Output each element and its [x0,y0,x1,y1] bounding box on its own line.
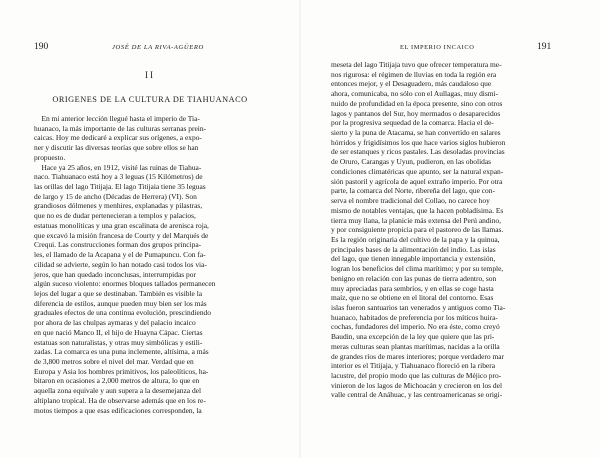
text-line: ahora, comunicaba, no sólo con el Aullagas, muy dismi- [331,89,499,99]
text-line: de ser estanques y ricos pastales. Las desoladas provincias [331,147,505,157]
text-line: ner y discutir las diversas teorías que sobre ellos se han [34,143,199,153]
text-line: mismo de notables ventajas, que la hacen pobladísima. Es [331,205,504,215]
running-head: JOSÉ DE LA RIVA-AGÜERO [112,44,204,51]
text-line: por la progresiva sequedad de la comarca. Hacia el de- [331,118,494,128]
text-line: sión pastoril y agrícola de aquel extraño imperio. Por otra [331,176,503,186]
text-line: y por consiguiente propicia para el pastoreo de las llamas. [331,225,504,235]
text-line: entonces mejor, y el Desaguadero, más caudaloso que [331,79,492,89]
text-line: meseta del lago Titijaja tuvo que ofrecer temperatura me- [331,60,502,69]
chapter-title: ORIGENES DE LA CULTURA DE TIAHUANACO [52,95,248,104]
text-line: graduales efectos de una continua evolución, prescindiendo [34,308,211,318]
text-line: condiciones climatéricas que apunto, ser la natural expan- [331,166,504,176]
body-text [331,60,567,400]
text-line: estatuas son naturalistas, y otras muy simbólicas y estili- [34,337,203,347]
text-line: de 3,800 metros sobre el nivel del mar. Verdad que en [34,356,194,366]
text-line: de grandes ríos de mares interiores; porque verdadero mar [331,351,505,361]
text-line: serva el nombre tradicional del Collao, no carece hoy [331,196,490,206]
text-line: bitaron en ocasiones a 2,000 metros de altura, lo que en [34,376,200,386]
text-line: logran los beneficios del clima marítimo; y por su temple, [331,264,504,274]
page-number: 191 [537,42,552,52]
text-line: parte, la comarca del Norte, ribereña del lago, que con- [331,186,495,196]
running-head: EL IMPERIO INCAICO [400,44,475,51]
text-line: Europa y Asia los hombres primitivos, los paleolíticos, ha- [34,366,209,376]
text-line: zadas. La comarca es una puna inclemente, altísima, a más [34,347,209,357]
text-line: grandiosos dólmenes y menhires, explanadas y pilastras, [34,201,203,211]
text-line: cilidad se advierte, según lo han notado casi todos los via- [34,259,207,269]
text-line: hórridos y frigidísimos los que hace varios siglos hubieron [331,137,506,147]
text-line: benigno en relación con las punas de tierra adentro, son [331,273,497,283]
page-number: 190 [34,42,49,52]
text-line: por ahora de las chulpas aymaras y del palacio incaico [34,318,196,328]
text-line: valle central de Anáhuac, y las centroamericanas se origi- [331,390,503,400]
text-line: naco. Tiahuanaco está hoy a 3 leguas (15 Kilómetros) de [34,172,203,182]
text-line: nos rigurosa: el régimen de lluvias en toda la región era [331,69,497,79]
text-line: algún suceso violento: enormes bloques tallados permanecen [34,279,216,289]
text-line: tierra muy llana, la planicie más extensa del Perú andino, [331,215,501,225]
text-line: meras culturas sean plantas marítimas, nacidas a la orilla [331,341,500,351]
text-line: huanaco, habitados de preferencia por los míticos huira- [331,312,498,322]
text-line: Es la región originaria del cultivo de la papa y la quinua, [331,234,500,244]
text-line: motos tiempos a que esas edificaciones corresponden, la [34,405,202,415]
text-line: propuesto. [34,152,66,162]
text-line: que excavó la misión francesa de Courty y del Marqués de [34,230,209,240]
text-line: Crequi. Las construcciones forman dos grupos principa- [34,240,202,250]
text-line: Baudin, una excepción de la ley que quiere que las pri- [331,332,495,342]
text-line: principales bases de la alimentación del indio. Las islas [331,244,496,254]
text-line: altiplano tropical. Ha de observarse además que en los re- [34,395,206,405]
text-line: lagos y pantanos del Sur, hoy mermados o desaparecidos [331,108,501,118]
text-line: aquella zona equivale y aun supera a la desemejanza del [34,386,202,396]
text-line: en que nació Manco II, el hijo de Huayna Cápac. Ciertas [34,327,203,337]
text-line: les, el llamado de la Acapana y el de Pumapuncu. Con fa- [34,250,206,260]
text-line: las orillas del lago Titijaja. El lago Titijaia tiene 35 leguas [34,182,206,192]
text-line: lacustre, del propio modo que las culturas de Méjico pro- [331,371,502,380]
text-line: diferencia de estilos, aunque pueden muy bien ser los más [34,298,207,308]
text-line: de largo y 15 de ancho (Décadas de Herrera) (VI). Son [34,191,197,201]
text-line: vinieron de los lagos de Michoacán y crecieron en los del [331,380,503,390]
chapter-number: II [145,70,155,80]
text-line: sierto y la puna de Atacama, se han convertido en salares [331,128,501,138]
text-line: de Oruro, Carangas y Uyun, pudieron, en las obolidas [331,157,492,167]
text-line: que no es de dudar pertenecieran a templos y palacios, [34,211,196,221]
text-line: del lago, que tienen innegable importancia y extensión, [331,254,496,264]
text-line: jeros, que han quedado inconclusas, interrumpidas por [34,269,196,279]
text-line: interior es el Titijaja, y Tiahuanaco floreció en la ribera [331,361,495,371]
text-line: estatuas monolíticas y una gran escalinata de arenisca roja, [34,220,209,230]
text-line: muy apreciadas para sembríos, y en ellas se coge hasta [331,283,494,293]
text-line: huanaco, la más importante de las culturas serranas prein- [34,123,207,133]
text-line: nuido de profundidad en la época presente, sino con otros [331,98,503,108]
text-line: En mi anterior lección llegué hasta el imperio de Tia- [34,114,200,123]
text-line: lejos del lugar a que se destinaban. También es visible la [34,288,203,298]
text-line: caicas. Hoy me dedicaré a explicar sus orígenes, a expo- [34,133,202,143]
text-line: cochas, fundadores del imperio. No era éste, como creyó [331,322,500,332]
text-line: islas fueron santuarios tan venerados y antiguos como Tia- [331,302,506,312]
text-line: Hace ya 25 años, en 1912, visité las ruinas de Tiahua- [34,162,202,172]
text-line: maíz, que no se obtiene en el litoral del contorno. Esas [331,293,494,303]
body-text [34,114,270,415]
